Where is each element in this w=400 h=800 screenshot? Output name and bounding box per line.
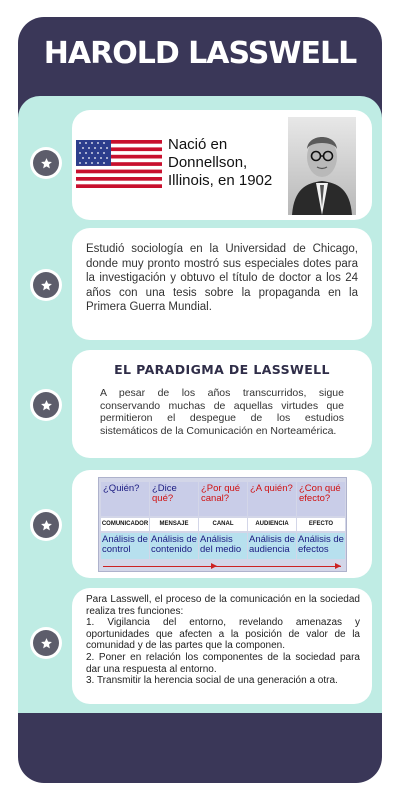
diagram-question: ¿Por qué canal? <box>199 482 247 516</box>
birth-line: Donnellson, <box>168 154 248 171</box>
diagram-question: ¿Dice qué? <box>150 482 198 516</box>
studies-card <box>72 228 372 340</box>
diagram-column <box>101 482 149 558</box>
diagram-question: ¿Quién? <box>101 482 149 516</box>
star-icon <box>33 630 59 656</box>
diagram-label: COMUNICADOR <box>101 518 149 531</box>
page-title: HAROLD LASSWELL <box>43 36 357 71</box>
star-icon <box>33 150 59 176</box>
diagram-analysis: Análisis del medio <box>199 533 247 559</box>
birth-line: Nació en <box>168 136 228 153</box>
diagram-analysis: Análisis de contenido <box>150 533 198 559</box>
star-icon <box>33 512 59 538</box>
portrait-photo-icon <box>288 117 356 215</box>
arrow-head-icon <box>211 563 217 569</box>
diagram-question: ¿Con qué efecto? <box>297 482 345 516</box>
birth-line: Illinois, en 1902 <box>168 172 273 189</box>
diagram-label: AUDIENCIA <box>248 518 296 531</box>
diagram-analysis: Análisis de control <box>101 533 149 559</box>
diagram-label: CANAL <box>199 518 247 531</box>
flow-arrow <box>103 566 341 567</box>
diagram-column <box>199 482 247 558</box>
lasswell-diagram <box>98 477 347 572</box>
functions-intro: Para Lasswell, el proceso de la comunicación en la sociedad realiza tres funciones: <box>86 594 360 617</box>
birth-text <box>168 136 288 190</box>
diagram-label: MENSAJE <box>150 518 198 531</box>
paradigm-text: A pesar de los años transcurridos, sigue conservando muchas de aquellas virtudes que permitieron el despegue de los estudios sistemáticos de la Comunicación en Norteamérica. <box>100 387 344 437</box>
star-icon <box>33 272 59 298</box>
function-item: 1. Vigilancia del entorno, revelando amenazas y oportunidades que afecten a la posición de valor de la comunidad y de las partes que la componen. <box>86 617 360 652</box>
diagram-column <box>297 482 345 558</box>
diagram-analysis: Análisis de efectos <box>297 533 345 559</box>
diagram-column <box>248 482 296 558</box>
studies-text: Estudió sociología en la Universidad de Chicago, donde muy pronto mostró sus especiales dotes para la investigación y obtuvo el título de doctor a los 24 años con una tesis sobre la propaganda en la Primera Guerra Mundial. <box>86 243 358 313</box>
diagram-analysis: Análisis de audiencia <box>248 533 296 559</box>
arrow-head-icon <box>335 563 341 569</box>
function-item: 3. Transmitir la herencia social de una generación a otra. <box>86 675 338 687</box>
birth-card <box>72 110 372 220</box>
function-item: 2. Poner en relación los componentes de la sociedad para dar una respuesta al entorno. <box>86 651 360 675</box>
functions-card <box>72 588 372 704</box>
star-icon <box>33 392 59 418</box>
diagram-question: ¿A quién? <box>248 482 296 516</box>
diagram-label: EFECTO <box>297 518 345 531</box>
paradigm-card <box>72 350 372 458</box>
lasswell-diagram-card <box>72 470 372 578</box>
paradigm-heading: EL PARADIGMA DE LASSWELL <box>114 362 330 377</box>
usa-flag-icon <box>76 140 162 188</box>
diagram-column <box>150 482 198 558</box>
